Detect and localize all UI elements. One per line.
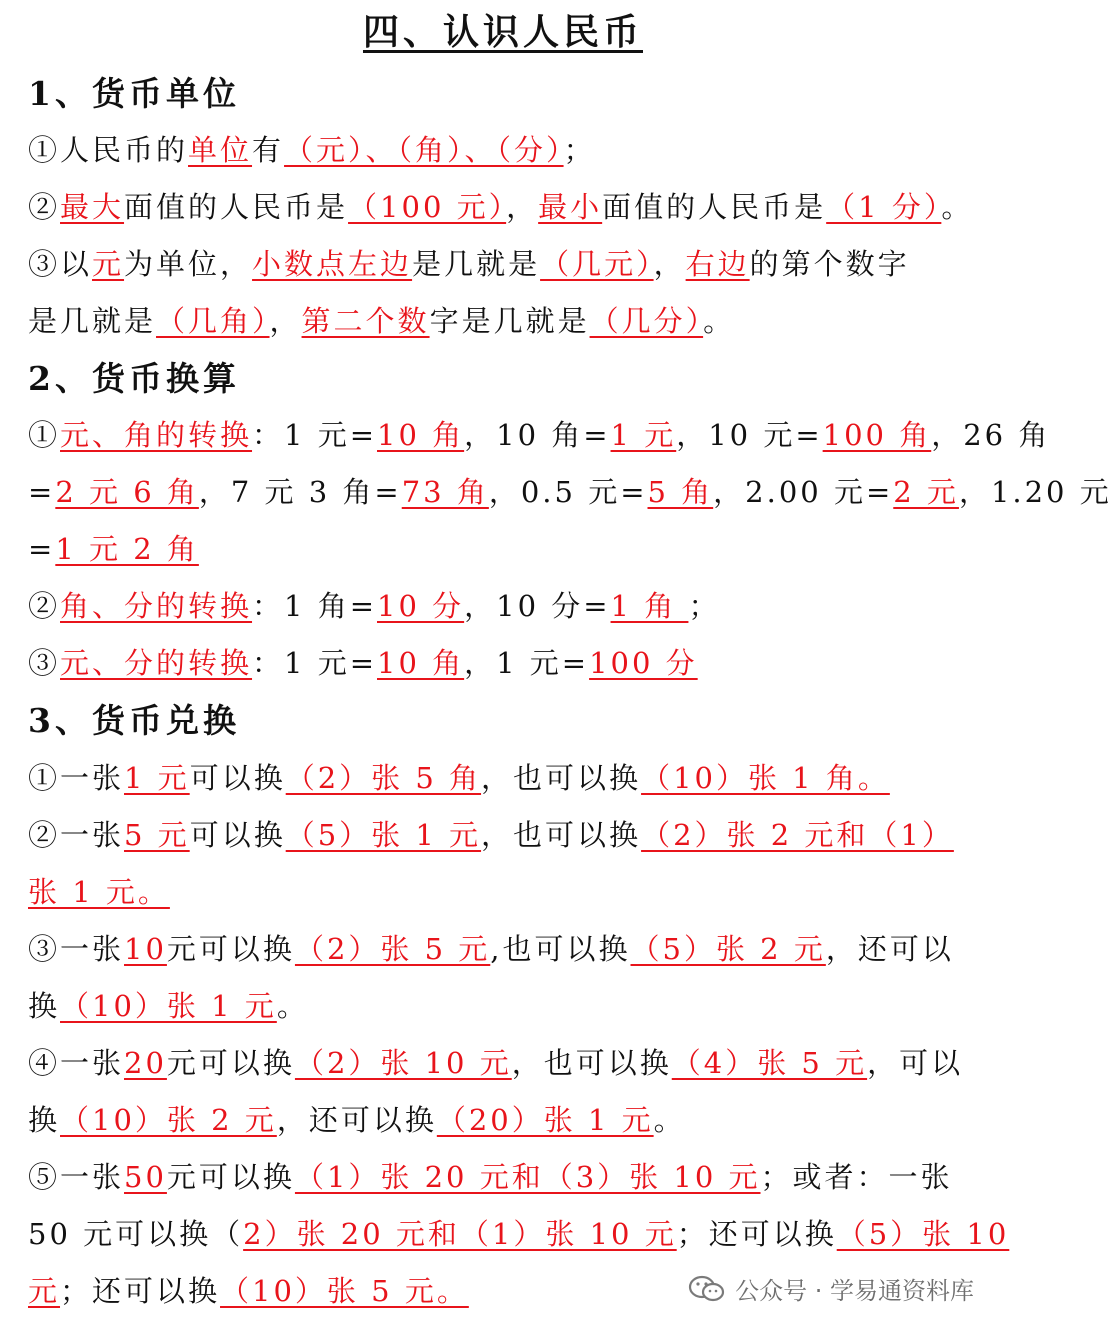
text-line: ②角、分的转换：1 角=10 分，10 分=1 角 ；: [28, 589, 721, 623]
section-heading-units: 1、货币单位: [28, 74, 240, 113]
text-line: ②一张5 元可以换（5）张 1 元，也可以换（2）张 2 元和（1）: [28, 818, 954, 852]
text-line: =2 元 6 角，7 元 3 角=73 角，0.5 元=5 角，2.00 元=2 元，1.20 元: [28, 475, 1112, 509]
text-line: ①元、角的转换：1 元=10 角，10 角=1 元，10 元=100 角，26 角: [28, 418, 1051, 452]
text-line: 换（10）张 2 元，还可以换（20）张 1 元。: [28, 1103, 686, 1137]
text-line: 张 1 元。: [28, 875, 170, 909]
text-line: ③以元为单位，小数点左边是几就是（几元），右边的第个数字: [28, 247, 910, 281]
text-line: ④一张20元可以换（2）张 10 元，也可以换（4）张 5 元，可以: [28, 1046, 964, 1080]
page-title: 四、认识人民币: [362, 11, 643, 53]
text-line: =1 元 2 角: [28, 532, 199, 566]
text-line: ②最大面值的人民币是（100 元），最小面值的人民币是（1 分）。: [28, 190, 974, 224]
text-line: ③一张10元可以换（2）张 5 元,也可以换（5）张 2 元，还可以: [28, 932, 954, 966]
text-line: ③元、分的转换：1 元=10 角，1 元=100 分: [28, 646, 698, 680]
section-heading-conversion: 2、货币换算: [28, 359, 240, 398]
text-line: ①人民币的单位有（元）、（角）、（分）；: [28, 133, 596, 167]
text-line: ①一张1 元可以换（2）张 5 角，也可以换（10）张 1 角。: [28, 761, 890, 795]
text-line: 换（10）张 1 元。: [28, 989, 309, 1023]
watermark: 公众号 · 学易通资料库: [687, 1271, 974, 1306]
text-line: 50 元可以换（2）张 20 元和（1）张 10 元；还可以换（5）张 10: [28, 1217, 1010, 1251]
text-line: ⑤一张50元可以换（1）张 20 元和（3）张 10 元；或者：一张: [28, 1160, 953, 1194]
text-line: 元；还可以换（10）张 5 元。: [28, 1274, 469, 1308]
section-heading-exchange: 3、货币兑换: [28, 701, 240, 740]
wechat-icon: [687, 1274, 727, 1304]
text-line: 是几就是（几角），第二个数字是几就是（几分）。: [28, 304, 736, 338]
